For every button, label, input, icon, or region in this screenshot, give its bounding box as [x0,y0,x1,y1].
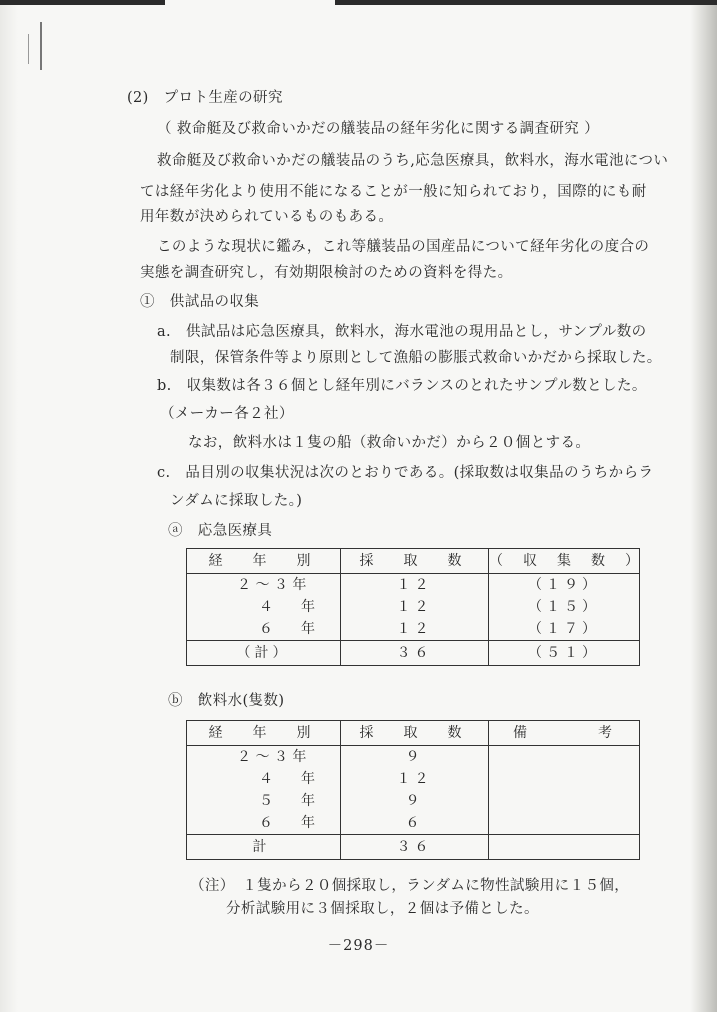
total-collected: （５１） [489,641,640,666]
cell-taken: ６ [341,812,489,835]
paragraph-1-line-3: 用年数が決められているものもある。 [140,209,394,225]
table-row [187,812,640,835]
cell-taken: １２ [341,596,489,618]
header-taken: 採 取 数 [341,549,489,574]
table-1-label: ⓐ 応急医療具 [168,523,273,539]
note-line-1: （注） １隻から２０個採取し，ランダムに物性試験用に１５個， [190,878,630,894]
item-b-line-3: なお，飲料水は１隻の船（救命いかだ）から２０個とする。 [188,435,591,451]
table-row [187,618,640,641]
cell-taken: １２ [341,768,489,790]
section-subheading: （ 救命艇及び救命いかだの艤装品の経年劣化に関する調査研究 ） [157,121,600,137]
subsection-heading: ① 供試品の収集 [140,294,260,310]
table-total-row [187,641,640,666]
cell-year: ２ ～ ３ 年 [187,574,341,597]
table-drinking-water [186,720,640,860]
item-b-line-2: （メーカー各２社） [160,406,294,422]
cell-taken: ９ [341,790,489,812]
cell-year: ５ 年 [187,790,341,812]
header-year: 経 年 別 [187,549,341,574]
total-taken: ３６ [341,835,489,860]
cell-year: ６ 年 [187,618,341,641]
table-header-row [187,549,640,574]
section-heading: (2) プロト生産の研究 [127,90,283,106]
paragraph-1-line-1: 救命艇及び救命いかだの艤装品のうち,応急医療具，飲料水，海水電池につい [157,153,669,169]
paragraph-2-line-2: 実態を調査研究し，有効期限検討のための資料を得た。 [140,265,513,281]
table-row [187,574,640,597]
table-total-row [187,835,640,860]
table-row [187,768,640,790]
scan-edge-mark-2 [28,34,29,64]
note-line-2: 分析試験用に３個採取し，２個は予備とした。 [226,901,539,917]
item-c-line-1: c. 品目別の収集状況は次のとおりである。(採取数は収集品のうちからラ [157,465,654,481]
header-remarks: 備 考 [489,721,640,746]
table-row [187,596,640,618]
table-row [187,746,640,769]
cell-collected: （１５） [489,596,640,618]
cell-remarks [489,790,640,812]
scan-edge-top-left [0,0,165,5]
total-remarks [489,835,640,860]
paragraph-1-line-2: ては経年劣化より使用不能になることが一般に知られており，国際的にも耐 [140,184,647,200]
item-c-line-2: ンダムに採取した。) [170,493,303,509]
table-row [187,790,640,812]
item-a-line-2: 制限，保管条件等より原則として漁船の膨脹式救命いかだから採取した。 [170,350,662,366]
cell-taken: １２ [341,618,489,641]
cell-remarks [489,746,640,769]
header-collected: （ 収 集 数 ） [489,549,640,574]
item-b-line-1: b. 収集数は各３６個とし経年別にバランスのとれたサンプル数とした。 [157,378,647,394]
table-header-row [187,721,640,746]
scan-edge-mark [40,22,42,70]
total-label: 計 [187,835,341,860]
header-taken: 採 取 数 [341,721,489,746]
page-number: －298－ [327,938,390,954]
cell-collected: （１７） [489,618,640,641]
item-a-line-1: a. 供試品は応急医療具，飲料水，海水電池の現用品とし，サンプル数の [157,324,647,340]
paragraph-2-line-1: このような現状に鑑み，これ等艤装品の国産品について経年劣化の度合の [157,239,650,255]
scan-edge-top-right [335,0,717,5]
cell-remarks [489,812,640,835]
cell-taken: ９ [341,746,489,769]
cell-year: ４ 年 [187,768,341,790]
table-medical-kit [186,548,640,666]
table-2-label: ⓑ 飲料水(隻数) [168,693,285,709]
header-year: 経 年 別 [187,721,341,746]
cell-taken: １２ [341,574,489,597]
cell-year: ６ 年 [187,812,341,835]
total-label: （計） [187,641,341,666]
cell-remarks [489,768,640,790]
total-taken: ３６ [341,641,489,666]
cell-year: ２ ～ ３ 年 [187,746,341,769]
cell-year: ４ 年 [187,596,341,618]
cell-collected: （１９） [489,574,640,597]
